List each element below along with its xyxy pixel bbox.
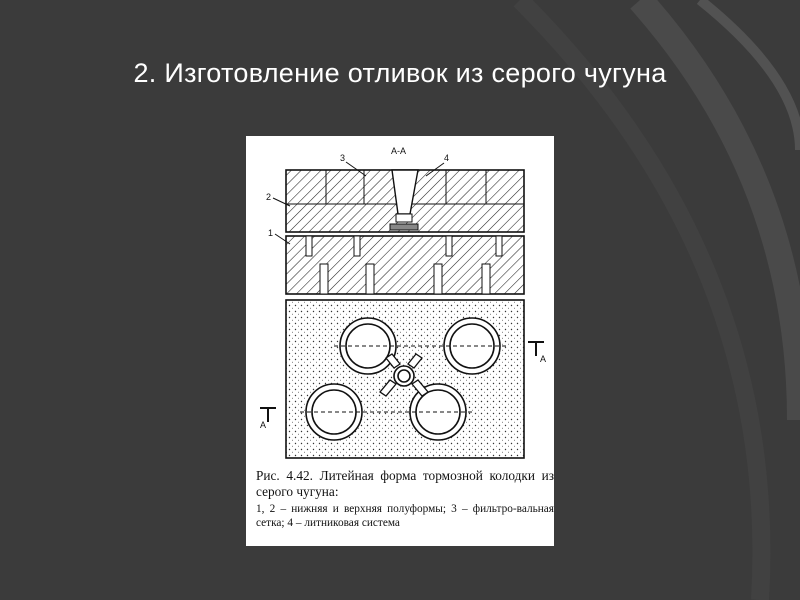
svg-text:4: 4	[444, 153, 450, 163]
slide-title: 2. Изготовление отливок из серого чугуна	[133, 58, 667, 88]
svg-text:3: 3	[340, 153, 346, 163]
svg-text:1: 1	[268, 228, 274, 238]
mold-plan-view	[286, 300, 524, 458]
svg-text:2: 2	[266, 192, 272, 202]
caption-main: Рис. 4.42. Литейная форма тормозной колодки из серого чугуна:	[256, 468, 554, 499]
cut-marker-left	[260, 408, 276, 430]
svg-text:A: A	[540, 354, 547, 364]
section-label: А-А	[391, 146, 407, 156]
mold-drawing	[246, 136, 554, 466]
svg-text:A: A	[260, 420, 267, 430]
lower-half-mold	[286, 236, 524, 294]
caption-legend: 1, 2 – нижняя и верхняя полуформы; 3 – фильтро-вальная сетка; 4 – литниковая система	[256, 503, 554, 529]
figure-casting-mold	[246, 136, 554, 546]
figure-caption	[256, 468, 554, 530]
cut-marker-right	[528, 342, 546, 364]
